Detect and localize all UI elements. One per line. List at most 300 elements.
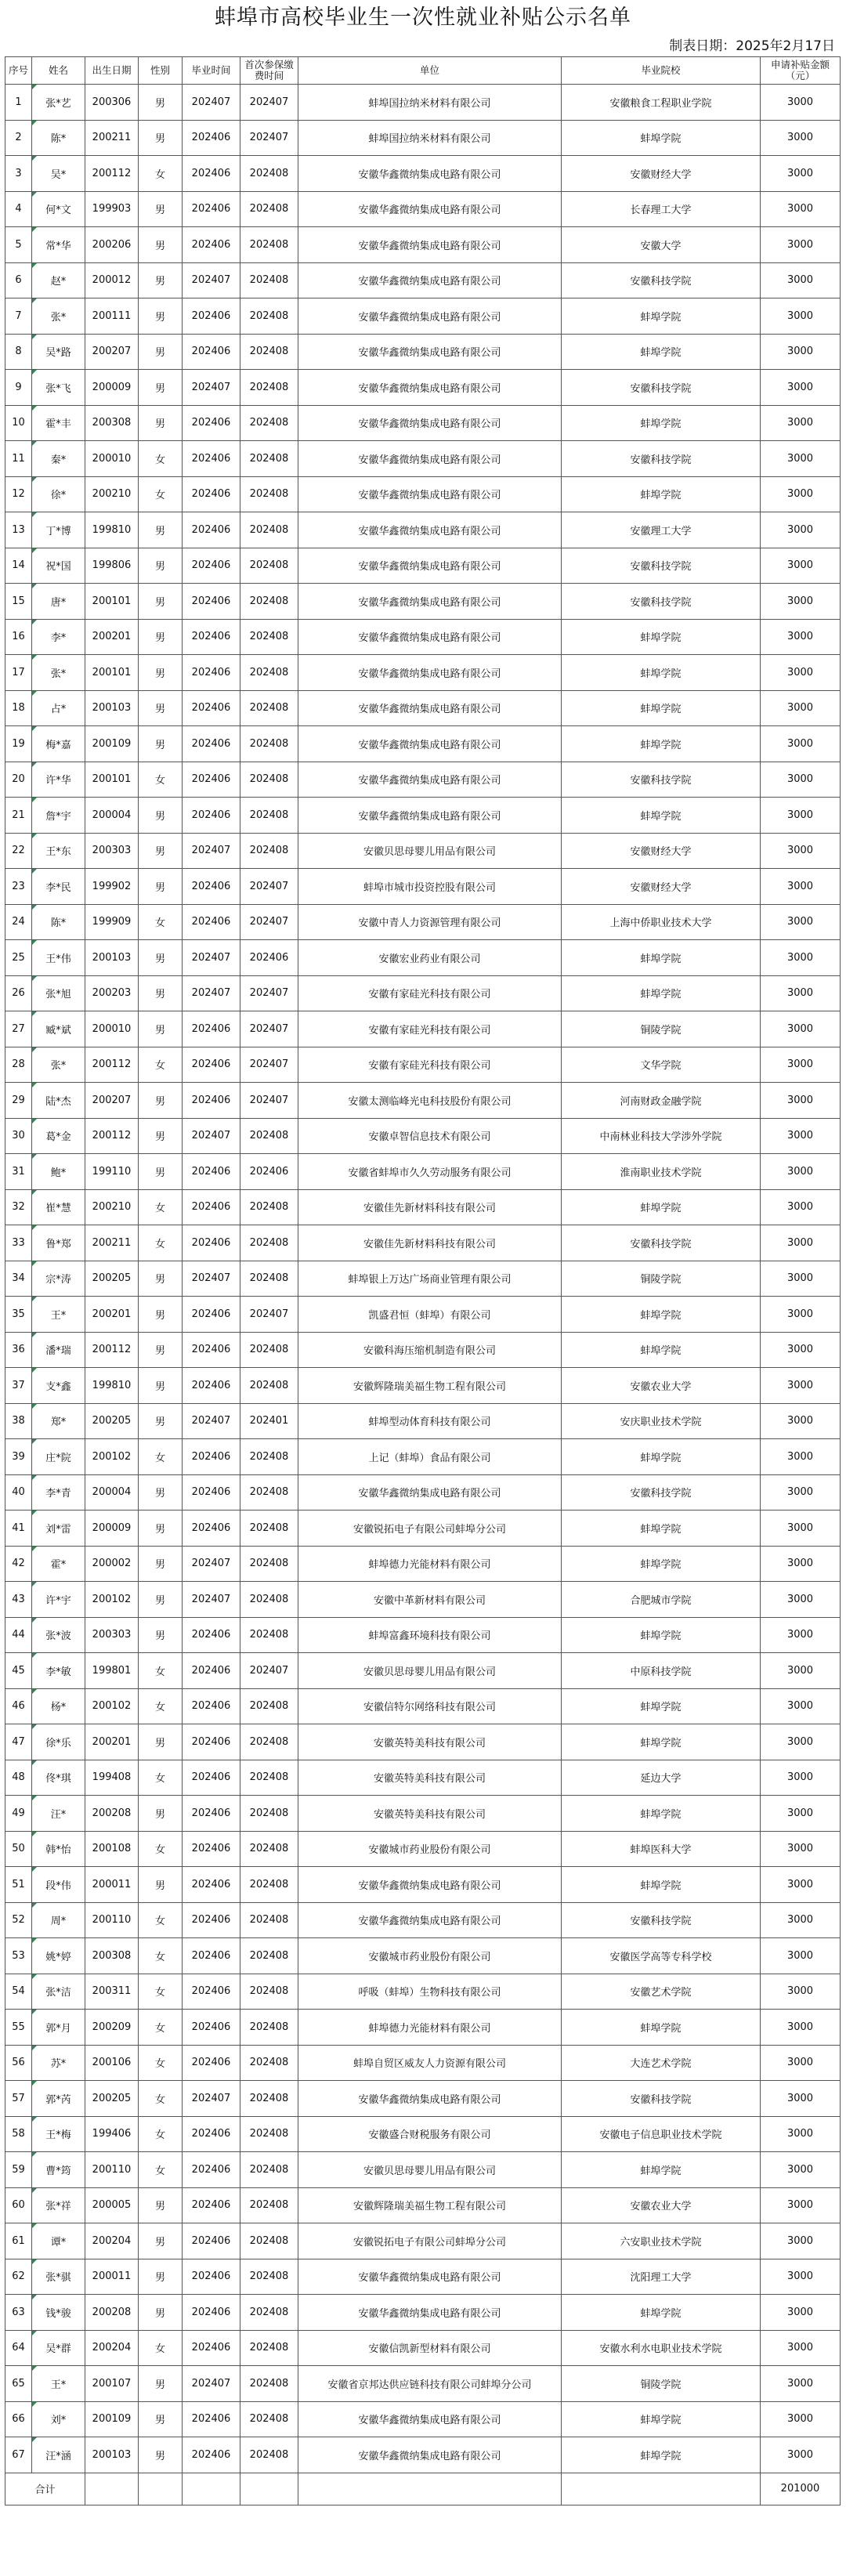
cell-unit: 安徽华鑫微纳集成电路有限公司 (298, 262, 562, 298)
cell-insure: 202407 (240, 1011, 298, 1047)
cell-unit: 安徽太测临峰光电科技股份有限公司 (298, 1083, 562, 1119)
cell-unit: 安徽贝思母婴儿用品有限公司 (298, 2152, 562, 2188)
cell-unit: 安徽华鑫微纳集成电路有限公司 (298, 762, 562, 798)
cell-grad: 202406 (183, 1474, 240, 1511)
cell-name: 李*民 (32, 869, 85, 905)
cell-birth: 200306 (85, 85, 139, 121)
cell-birth: 199408 (85, 1760, 139, 1796)
cell-unit: 蚌埠德力光能材料有限公司 (298, 2010, 562, 2046)
cell-insure: 202406 (240, 1154, 298, 1190)
cell-unit: 安徽华鑫微纳集成电路有限公司 (298, 798, 562, 834)
cell-grad: 202407 (183, 1261, 240, 1297)
cell-unit: 安徽华鑫微纳集成电路有限公司 (298, 584, 562, 620)
cell-school: 蚌埠学院 (562, 1867, 761, 1903)
cell-unit: 蚌埠富鑫环境科技有限公司 (298, 1617, 562, 1653)
cell-gender: 女 (139, 2010, 183, 2046)
cell-amount: 3000 (761, 2152, 841, 2188)
cell-insure: 202408 (240, 2081, 298, 2117)
cell-school: 蚌埠学院 (562, 120, 761, 156)
cell-unit: 安徽华鑫微纳集成电路有限公司 (298, 548, 562, 584)
cell-no: 61 (5, 2223, 32, 2259)
table-row (5, 1974, 841, 2010)
cell-school: 安徽科技学院 (562, 762, 761, 798)
cell-school: 蚌埠学院 (562, 655, 761, 691)
cell-no: 46 (5, 1688, 32, 1724)
cell-grad: 202406 (183, 334, 240, 370)
subsidy-table (5, 56, 841, 2505)
cell-school: 安徽财经大学 (562, 833, 761, 869)
cell-insure: 202408 (240, 798, 298, 834)
cell-amount: 3000 (761, 1403, 841, 1439)
cell-insure: 202408 (240, 512, 298, 548)
cell-unit: 安徽宏业药业有限公司 (298, 940, 562, 976)
table-row (5, 1653, 841, 1689)
cell-unit: 安徽信凯新型材料有限公司 (298, 2330, 562, 2366)
cell-amount: 3000 (761, 2045, 841, 2081)
cell-birth: 200111 (85, 298, 139, 335)
cell-birth: 200211 (85, 1225, 139, 1261)
cell-amount: 3000 (761, 1582, 841, 1618)
cell-unit: 安徽华鑫微纳集成电路有限公司 (298, 1474, 562, 1511)
cell-name: 王*伟 (32, 940, 85, 976)
cell-insure: 202408 (240, 1511, 298, 1547)
cell-amount: 3000 (761, 2437, 841, 2473)
cell-grad: 202406 (183, 476, 240, 512)
table-row (5, 1083, 841, 1119)
cell-gender: 男 (139, 85, 183, 121)
total-empty-cell (183, 2473, 240, 2505)
cell-school: 蚌埠学院 (562, 1688, 761, 1724)
cell-grad: 202406 (183, 1938, 240, 1974)
cell-school: 安徽科技学院 (562, 2081, 761, 2117)
cell-grad: 202407 (183, 1403, 240, 1439)
cell-birth: 200112 (85, 1118, 139, 1154)
page-title: 蚌埠市高校毕业生一次性就业补贴公示名单 (215, 5, 631, 30)
cell-birth: 200208 (85, 2295, 139, 2331)
cell-gender: 女 (139, 2081, 183, 2117)
cell-gender: 女 (139, 2152, 183, 2188)
cell-gender: 男 (139, 1261, 183, 1297)
cell-gender: 男 (139, 405, 183, 441)
cell-no: 48 (5, 1760, 32, 1796)
cell-birth: 199810 (85, 1368, 139, 1404)
cell-grad: 202406 (183, 1688, 240, 1724)
cell-grad: 202406 (183, 619, 240, 655)
cell-unit: 蚌埠国拉纳米材料有限公司 (298, 85, 562, 121)
cell-school: 蚌埠学院 (562, 1617, 761, 1653)
cell-name: 张* (32, 655, 85, 691)
cell-name: 张*波 (32, 1617, 85, 1653)
cell-name: 陈* (32, 904, 85, 940)
table-row (5, 1617, 841, 1653)
cell-no: 58 (5, 2116, 32, 2152)
cell-no: 26 (5, 975, 32, 1011)
cell-amount: 3000 (761, 334, 841, 370)
cell-school: 安徽水利水电职业技术学院 (562, 2330, 761, 2366)
cell-amount: 3000 (761, 85, 841, 121)
cell-name: 张*骐 (32, 2259, 85, 2295)
cell-amount: 3000 (761, 1047, 841, 1083)
cell-grad: 202406 (183, 1831, 240, 1867)
cell-name: 秦* (32, 441, 85, 477)
cell-gender: 男 (139, 1546, 183, 1582)
cell-grad: 202407 (183, 975, 240, 1011)
cell-school: 大连艺术学院 (562, 2045, 761, 2081)
cell-amount: 3000 (761, 726, 841, 762)
cell-amount: 3000 (761, 1867, 841, 1903)
cell-birth: 200112 (85, 1047, 139, 1083)
table-row (5, 476, 841, 512)
cell-school: 蚌埠学院 (562, 1297, 761, 1333)
cell-amount: 3000 (761, 1332, 841, 1368)
cell-school: 中南林业科技大学涉外学院 (562, 1118, 761, 1154)
cell-birth: 200205 (85, 1403, 139, 1439)
cell-insure: 202408 (240, 441, 298, 477)
cell-birth: 200204 (85, 2223, 139, 2259)
table-row (5, 690, 841, 726)
cell-insure: 202401 (240, 1403, 298, 1439)
table-row (5, 1297, 841, 1333)
table-row (5, 1582, 841, 1618)
cell-no: 65 (5, 2366, 32, 2402)
cell-no: 64 (5, 2330, 32, 2366)
cell-birth: 200110 (85, 2152, 139, 2188)
cell-insure: 202408 (240, 1796, 298, 1832)
cell-gender: 男 (139, 869, 183, 905)
cell-gender: 男 (139, 619, 183, 655)
cell-amount: 3000 (761, 1902, 841, 1938)
cell-no: 50 (5, 1831, 32, 1867)
cell-amount: 3000 (761, 1546, 841, 1582)
cell-grad: 202406 (183, 1083, 240, 1119)
cell-gender: 男 (139, 833, 183, 869)
cell-unit: 安徽华鑫微纳集成电路有限公司 (298, 1902, 562, 1938)
cell-school: 蚌埠学院 (562, 1189, 761, 1225)
cell-gender: 男 (139, 298, 183, 335)
cell-no: 40 (5, 1474, 32, 1511)
cell-gender: 男 (139, 1118, 183, 1154)
cell-grad: 202406 (183, 655, 240, 691)
cell-school: 铜陵学院 (562, 1261, 761, 1297)
cell-gender: 女 (139, 441, 183, 477)
cell-unit: 安徽城市药业股份有限公司 (298, 1831, 562, 1867)
cell-birth: 200204 (85, 2330, 139, 2366)
cell-birth: 200103 (85, 2437, 139, 2473)
cell-insure: 202408 (240, 619, 298, 655)
cell-insure: 202408 (240, 334, 298, 370)
cell-unit: 呼吸（蚌埠）生物科技有限公司 (298, 1974, 562, 2010)
cell-no: 38 (5, 1403, 32, 1439)
cell-gender: 男 (139, 2437, 183, 2473)
cell-name: 张*旭 (32, 975, 85, 1011)
cell-school: 蚌埠学院 (562, 619, 761, 655)
table-row (5, 1474, 841, 1511)
cell-name: 占* (32, 690, 85, 726)
cell-name: 佟*琪 (32, 1760, 85, 1796)
cell-unit: 安徽华鑫微纳集成电路有限公司 (298, 191, 562, 227)
cell-birth: 200207 (85, 334, 139, 370)
cell-birth: 200102 (85, 1439, 139, 1475)
cell-birth: 200311 (85, 1974, 139, 2010)
cell-gender: 男 (139, 548, 183, 584)
cell-amount: 3000 (761, 690, 841, 726)
cell-grad: 202406 (183, 584, 240, 620)
cell-no: 15 (5, 584, 32, 620)
cell-gender: 男 (139, 584, 183, 620)
cell-school: 安徽粮食工程职业学院 (562, 85, 761, 121)
cell-insure: 202407 (240, 1047, 298, 1083)
cell-insure: 202408 (240, 1724, 298, 1760)
cell-unit: 蚌埠德力光能材料有限公司 (298, 1546, 562, 1582)
cell-amount: 3000 (761, 1261, 841, 1297)
cell-school: 长春理工大学 (562, 191, 761, 227)
cell-no: 1 (5, 85, 32, 121)
cell-gender: 女 (139, 1760, 183, 1796)
table-row (5, 1368, 841, 1404)
cell-grad: 202406 (183, 1297, 240, 1333)
cell-unit: 安徽华鑫微纳集成电路有限公司 (298, 2401, 562, 2437)
cell-birth: 200209 (85, 2010, 139, 2046)
cell-no: 41 (5, 1511, 32, 1547)
cell-grad: 202406 (183, 1439, 240, 1475)
table-row (5, 512, 841, 548)
cell-insure: 202408 (240, 1332, 298, 1368)
cell-no: 45 (5, 1653, 32, 1689)
cell-name: 许*宇 (32, 1582, 85, 1618)
cell-birth: 200201 (85, 619, 139, 655)
cell-gender: 男 (139, 1368, 183, 1404)
header-unit: 单位 (298, 57, 562, 85)
cell-amount: 3000 (761, 227, 841, 263)
cell-amount: 3000 (761, 1938, 841, 1974)
cell-name: 祝*国 (32, 548, 85, 584)
cell-unit: 安徽有家硅光科技有限公司 (298, 1047, 562, 1083)
cell-amount: 3000 (761, 441, 841, 477)
cell-amount: 3000 (761, 2366, 841, 2402)
cell-name: 郭*芮 (32, 2081, 85, 2117)
cell-birth: 200303 (85, 833, 139, 869)
cell-no: 59 (5, 2152, 32, 2188)
cell-no: 6 (5, 262, 32, 298)
cell-name: 臧*斌 (32, 1011, 85, 1047)
table-row (5, 2045, 841, 2081)
table-row (5, 1261, 841, 1297)
cell-insure: 202408 (240, 2366, 298, 2402)
cell-grad: 202406 (183, 441, 240, 477)
total-empty-cell (298, 2473, 562, 2505)
cell-grad: 202406 (183, 1154, 240, 1190)
cell-insure: 202408 (240, 2401, 298, 2437)
table-row (5, 227, 841, 263)
cell-no: 17 (5, 655, 32, 691)
cell-gender: 男 (139, 120, 183, 156)
cell-unit: 安徽佳先新材料科技有限公司 (298, 1189, 562, 1225)
cell-no: 62 (5, 2259, 32, 2295)
cell-birth: 200308 (85, 405, 139, 441)
header-insure: 首次参保缴费时间 (240, 57, 298, 85)
cell-unit: 蚌埠国拉纳米材料有限公司 (298, 120, 562, 156)
table-row (5, 2401, 841, 2437)
cell-unit: 安徽华鑫微纳集成电路有限公司 (298, 2437, 562, 2473)
cell-name: 李*青 (32, 1474, 85, 1511)
cell-insure: 202408 (240, 2152, 298, 2188)
cell-amount: 3000 (761, 869, 841, 905)
cell-school: 蚌埠学院 (562, 334, 761, 370)
cell-no: 5 (5, 227, 32, 263)
cell-name: 霍*丰 (32, 405, 85, 441)
cell-insure: 202408 (240, 262, 298, 298)
cell-name: 王*梅 (32, 2116, 85, 2152)
cell-name: 徐* (32, 476, 85, 512)
cell-unit: 蚌埠自贸区威友人力资源有限公司 (298, 2045, 562, 2081)
cell-gender: 女 (139, 476, 183, 512)
cell-school: 淮南职业技术学院 (562, 1154, 761, 1190)
table-row (5, 405, 841, 441)
cell-name: 周* (32, 1902, 85, 1938)
cell-grad: 202406 (183, 869, 240, 905)
cell-birth: 200103 (85, 690, 139, 726)
cell-insure: 202408 (240, 1189, 298, 1225)
cell-name: 霍* (32, 1546, 85, 1582)
cell-grad: 202407 (183, 1118, 240, 1154)
cell-no: 47 (5, 1724, 32, 1760)
cell-birth: 199801 (85, 1653, 139, 1689)
cell-birth: 200208 (85, 1796, 139, 1832)
cell-birth: 199909 (85, 904, 139, 940)
cell-name: 张* (32, 298, 85, 335)
cell-no: 28 (5, 1047, 32, 1083)
cell-school: 安徽艺术学院 (562, 1974, 761, 2010)
cell-amount: 3000 (761, 512, 841, 548)
table-row (5, 1760, 841, 1796)
cell-insure: 202408 (240, 476, 298, 512)
cell-school: 蚌埠学院 (562, 476, 761, 512)
cell-school: 安徽理工大学 (562, 512, 761, 548)
cell-name: 钱*骏 (32, 2295, 85, 2331)
cell-no: 10 (5, 405, 32, 441)
cell-gender: 女 (139, 904, 183, 940)
table-row (5, 1047, 841, 1083)
table-row (5, 85, 841, 121)
cell-insure: 202407 (240, 85, 298, 121)
cell-birth: 200009 (85, 1511, 139, 1547)
cell-gender: 男 (139, 1332, 183, 1368)
cell-insure: 202408 (240, 584, 298, 620)
table-row (5, 298, 841, 335)
cell-unit: 安徽城市药业股份有限公司 (298, 1938, 562, 1974)
cell-unit: 安徽华鑫微纳集成电路有限公司 (298, 619, 562, 655)
cell-no: 56 (5, 2045, 32, 2081)
cell-no: 9 (5, 370, 32, 406)
cell-name: 张*祥 (32, 2187, 85, 2223)
cell-grad: 202406 (183, 1511, 240, 1547)
cell-name: 王* (32, 1297, 85, 1333)
cell-birth: 200010 (85, 1011, 139, 1047)
cell-grad: 202406 (183, 1867, 240, 1903)
cell-grad: 202406 (183, 904, 240, 940)
header-gender: 性别 (139, 57, 183, 85)
cell-amount: 3000 (761, 1511, 841, 1547)
cell-amount: 3000 (761, 2223, 841, 2259)
cell-birth: 200106 (85, 2045, 139, 2081)
cell-no: 30 (5, 1118, 32, 1154)
table-row (5, 2259, 841, 2295)
cell-school: 河南财政金融学院 (562, 1083, 761, 1119)
cell-birth: 200011 (85, 1867, 139, 1903)
cell-name: 宗*涛 (32, 1261, 85, 1297)
cell-no: 52 (5, 1902, 32, 1938)
cell-name: 王*东 (32, 833, 85, 869)
cell-insure: 202407 (240, 1083, 298, 1119)
cell-no: 12 (5, 476, 32, 512)
cell-grad: 202406 (183, 726, 240, 762)
cell-gender: 男 (139, 1474, 183, 1511)
table-row (5, 334, 841, 370)
cell-amount: 3000 (761, 762, 841, 798)
cell-gender: 男 (139, 227, 183, 263)
cell-amount: 3000 (761, 904, 841, 940)
cell-school: 蚌埠学院 (562, 1511, 761, 1547)
cell-insure: 202408 (240, 1617, 298, 1653)
cell-name: 杨* (32, 1688, 85, 1724)
cell-amount: 3000 (761, 2259, 841, 2295)
cell-grad: 202406 (183, 2010, 240, 2046)
cell-amount: 3000 (761, 584, 841, 620)
cell-grad: 202406 (183, 1047, 240, 1083)
cell-gender: 女 (139, 1225, 183, 1261)
cell-insure: 202408 (240, 762, 298, 798)
total-label: 合计 (5, 2473, 85, 2505)
cell-gender: 男 (139, 690, 183, 726)
cell-name: 姚*婷 (32, 1938, 85, 1974)
cell-no: 7 (5, 298, 32, 335)
cell-grad: 202406 (183, 1724, 240, 1760)
table-row (5, 548, 841, 584)
cell-grad: 202406 (183, 762, 240, 798)
cell-unit: 安徽佳先新材料科技有限公司 (298, 1225, 562, 1261)
cell-unit: 上记（蚌埠）食品有限公司 (298, 1439, 562, 1475)
cell-unit: 安徽华鑫微纳集成电路有限公司 (298, 1867, 562, 1903)
cell-unit: 蚌埠市城市投资控股有限公司 (298, 869, 562, 905)
cell-grad: 202406 (183, 156, 240, 192)
table-header (5, 57, 841, 85)
header-no: 序号 (5, 57, 32, 85)
cell-name: 郑* (32, 1403, 85, 1439)
table-row (5, 1831, 841, 1867)
header-school: 毕业院校 (562, 57, 761, 85)
total-amount: 201000 (761, 2473, 841, 2505)
cell-grad: 202406 (183, 1225, 240, 1261)
table-row (5, 156, 841, 192)
cell-grad: 202406 (183, 2401, 240, 2437)
cell-gender: 男 (139, 975, 183, 1011)
cell-amount: 3000 (761, 548, 841, 584)
cell-gender: 男 (139, 1297, 183, 1333)
cell-school: 铜陵学院 (562, 1011, 761, 1047)
cell-school: 蚌埠学院 (562, 975, 761, 1011)
cell-grad: 202406 (183, 227, 240, 263)
cell-gender: 男 (139, 1083, 183, 1119)
cell-school: 蚌埠学院 (562, 798, 761, 834)
cell-name: 丁*博 (32, 512, 85, 548)
cell-name: 鲍* (32, 1154, 85, 1190)
cell-school: 安徽电子信息职业技术学院 (562, 2116, 761, 2152)
cell-school: 安徽财经大学 (562, 869, 761, 905)
table-row (5, 2366, 841, 2402)
cell-amount: 3000 (761, 1796, 841, 1832)
cell-amount: 3000 (761, 1653, 841, 1689)
total-empty-cell (240, 2473, 298, 2505)
